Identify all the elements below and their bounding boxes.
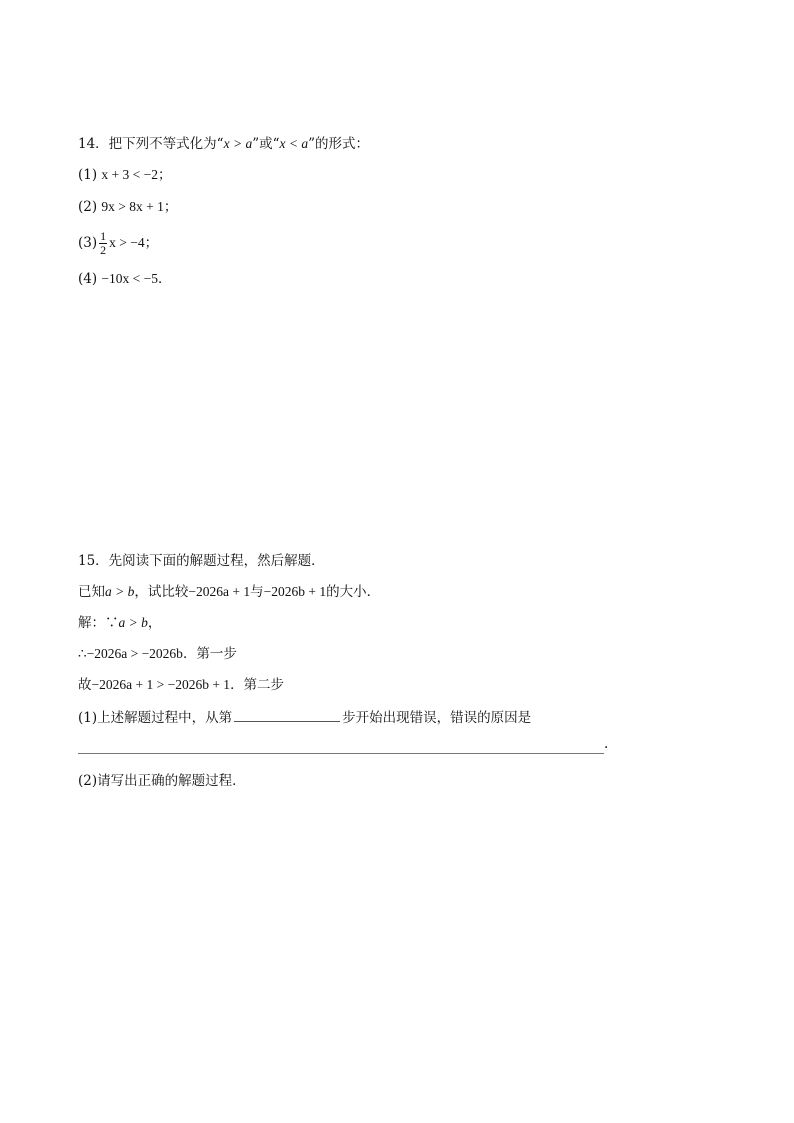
- q15-given-prefix: 已知: [78, 584, 105, 600]
- therefore-symbol: ∴: [78, 646, 87, 662]
- q15-step-2-prefix: 故: [78, 677, 92, 693]
- q14-item-4: [78, 270, 172, 288]
- q14-item-4-expr: −10x < −5: [101, 271, 159, 286]
- fraction-numerator: 1: [100, 229, 107, 243]
- q14-stem-suffix: ”的形式：: [308, 136, 370, 152]
- fraction-denominator: 2: [100, 243, 107, 257]
- q15-sub-1-suffix: 步开始出现错误，错误的原因是: [342, 710, 532, 726]
- q15-step-1: [78, 645, 237, 663]
- q15-solution-line: [78, 614, 161, 632]
- q15-step-2-note: ．第二步: [230, 677, 285, 693]
- q15-given-cond: a > b: [105, 584, 135, 599]
- q14-item-1-end: ；: [158, 167, 172, 183]
- q14-item-2-end: ；: [163, 199, 178, 215]
- q15-sub-1-end: .: [604, 736, 609, 752]
- q15-stem: 15．先阅读下面的解题过程，然后解题．: [78, 553, 325, 569]
- q14-stem-prefix: 14．把下列不等式化为“: [78, 136, 224, 152]
- q14-item-3-expr: x > −4: [109, 235, 145, 250]
- q15-step-1-expr: −2026a > −2026b: [86, 646, 183, 661]
- q14-item-4-end: ．: [158, 271, 172, 287]
- q15-given-middle: ，试比较: [134, 584, 189, 600]
- q15-because-end: ，: [147, 615, 162, 631]
- q14-item-3: [78, 228, 158, 258]
- q14-item-1-label: (1): [78, 167, 98, 183]
- q14-item-1-expr: x + 3 < −2: [101, 167, 159, 182]
- q14-item-2: [78, 198, 177, 216]
- q15-given-suffix: 的大小．: [326, 584, 381, 600]
- because-symbol: ∵: [105, 615, 119, 631]
- reason-answer-blank[interactable]: [78, 753, 604, 754]
- q15-given-and: 与: [250, 584, 264, 600]
- q15-because-expr: a > b: [118, 615, 148, 630]
- q14-stem: [78, 135, 369, 153]
- q14-item-3-end: ；: [144, 235, 159, 251]
- q15-sub-1: [78, 707, 531, 727]
- q14-item-2-label: (2): [78, 199, 98, 215]
- q15-step-1-note: ．第一步: [182, 646, 237, 662]
- q15-step-2: [78, 676, 284, 694]
- q14-stem-middle: ”或“: [252, 136, 280, 152]
- q14-item-2-expr: 9x > 8x + 1: [101, 199, 164, 214]
- q14-item-4-label: (4): [78, 271, 98, 287]
- q14-item-1: [78, 166, 172, 184]
- q15-expr-b: −2026b + 1: [263, 584, 327, 599]
- q15-solution-label: 解：: [78, 615, 105, 631]
- q14-form2: x < a: [279, 136, 309, 151]
- q14-item-3-fraction: [99, 230, 107, 257]
- q15-step-2-expr: −2026a + 1 > −2026b + 1: [91, 677, 231, 692]
- q14-form1: x > a: [223, 136, 253, 151]
- q15-sub-1-prefix: (1)上述解题过程中，从第: [78, 710, 233, 726]
- step-answer-blank[interactable]: [234, 707, 340, 722]
- q15-given: [78, 583, 380, 601]
- q14-item-3-label: (3): [78, 235, 98, 251]
- q15-sub-2: (2)请写出正确的解题过程．: [78, 773, 246, 789]
- q15-expr-a: −2026a + 1: [188, 584, 251, 599]
